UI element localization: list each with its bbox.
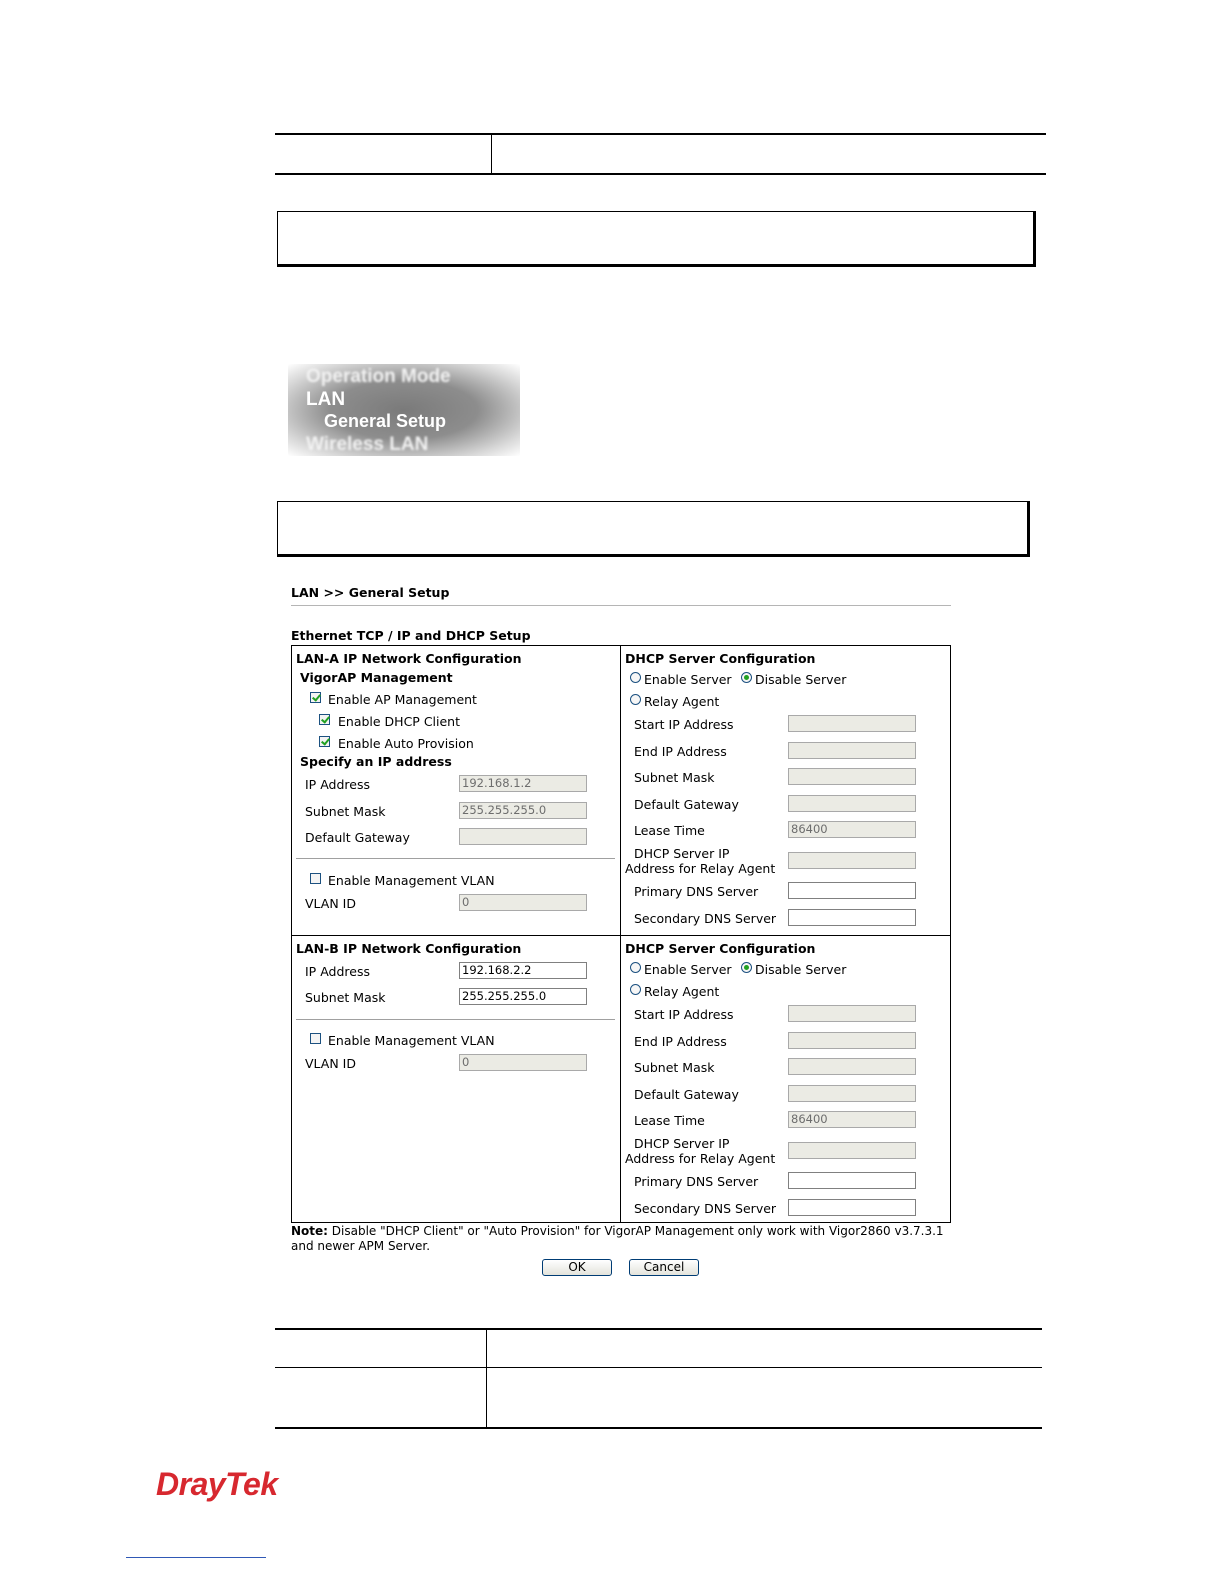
specify-ip-title: Specify an IP address	[300, 754, 452, 769]
footer-link-line	[126, 1557, 266, 1558]
menu-item-general-setup[interactable]: General Setup	[324, 411, 447, 431]
dhcp-b-start-ip-label: Start IP Address	[634, 1007, 734, 1022]
note-text	[291, 1224, 951, 1254]
draytek-logo: DrayTek	[156, 1466, 278, 1502]
dhcp-b-subnet-input[interactable]	[788, 1058, 916, 1075]
enable-ap-management-label: Enable AP Management	[328, 692, 477, 707]
lan-a-mask-input[interactable]: 255.255.255.0	[459, 802, 587, 819]
ok-button[interactable]: OK	[542, 1259, 612, 1276]
dhcp-a-lease-label: Lease Time	[634, 823, 705, 838]
dhcp-b-subnet-label: Subnet Mask	[634, 1060, 715, 1075]
dhcp-b-relay-ip-label-1: DHCP Server IP	[634, 1136, 730, 1151]
dhcp-b-enable-server-label: Enable Server	[644, 962, 732, 977]
dhcp-a-dns1-label: Primary DNS Server	[634, 884, 759, 899]
dhcp-b-start-ip-input[interactable]	[788, 1005, 916, 1022]
dhcp-b-end-ip-input[interactable]	[788, 1032, 916, 1049]
config-table	[291, 645, 951, 1223]
note-body: Disable "DHCP Client" or "Auto Provision" for VigorAP Management only work with Vigor2860 v3.7.3.1 and newer APM Server.	[291, 1224, 944, 1253]
lan-a-enable-vlan-checkbox[interactable]	[310, 873, 321, 884]
dhcp-a-subnet-input[interactable]	[788, 768, 916, 785]
dhcp-a-relay-ip-label-1: DHCP Server IP	[634, 846, 730, 861]
breadcrumb-divider	[291, 605, 951, 606]
dhcp-b-gateway-input[interactable]	[788, 1085, 916, 1102]
menu-snippet	[288, 364, 520, 456]
dhcp-a-dns2-label: Secondary DNS Server	[634, 911, 777, 926]
lan-a-vlan-id-label: VLAN ID	[305, 896, 356, 911]
enable-dhcp-client-checkbox[interactable]	[319, 714, 330, 725]
section-title: Ethernet TCP / IP and DHCP Setup	[291, 628, 531, 643]
lan-a-title: LAN-A IP Network Configuration	[296, 651, 522, 666]
enable-auto-provision-checkbox[interactable]	[319, 736, 330, 747]
dhcp-a-disable-server-label: Disable Server	[755, 672, 847, 687]
dhcp-a-lease-input[interactable]: 86400	[788, 821, 916, 838]
dhcp-a-dns2-input[interactable]	[788, 909, 916, 926]
lan-b-title: LAN-B IP Network Configuration	[296, 941, 522, 956]
lan-b-mask-input[interactable]: 255.255.255.0	[459, 988, 587, 1005]
menu-item-operation-mode[interactable]: Operation Mode	[306, 366, 451, 387]
dhcp-a-disable-server-radio[interactable]	[741, 672, 752, 683]
lan-a-vlan-id-input[interactable]: 0	[459, 894, 587, 911]
enable-ap-management-checkbox[interactable]	[310, 692, 321, 703]
dhcp-a-end-ip-label: End IP Address	[634, 744, 727, 759]
dhcp-a-enable-server-radio[interactable]	[630, 672, 641, 683]
dhcp-b-relay-agent-radio[interactable]	[630, 984, 641, 995]
lan-b-mask-label: Subnet Mask	[305, 990, 386, 1005]
note-prefix: Note:	[291, 1224, 328, 1238]
dhcp-b-disable-server-radio[interactable]	[741, 962, 752, 973]
dhcp-b-dns2-input[interactable]	[788, 1199, 916, 1216]
dhcp-b-end-ip-label: End IP Address	[634, 1034, 727, 1049]
dhcp-b-disable-server-label: Disable Server	[755, 962, 847, 977]
dhcp-a-relay-ip-input[interactable]	[788, 852, 916, 869]
lan-b-ip-input[interactable]: 192.168.2.2	[459, 962, 587, 979]
bottom-table	[275, 1328, 1042, 1429]
lan-b-enable-vlan-checkbox[interactable]	[310, 1033, 321, 1044]
dhcp-b-dns2-label: Secondary DNS Server	[634, 1201, 777, 1216]
cancel-button[interactable]: Cancel	[629, 1259, 699, 1276]
lan-a-ip-label: IP Address	[305, 777, 370, 792]
lan-b-vlan-id-input[interactable]: 0	[459, 1054, 587, 1071]
dhcp-b-title: DHCP Server Configuration	[625, 941, 816, 956]
dhcp-a-title: DHCP Server Configuration	[625, 651, 816, 666]
enable-dhcp-client-label: Enable DHCP Client	[338, 714, 461, 729]
dhcp-b-gateway-label: Default Gateway	[634, 1087, 739, 1102]
lan-a-mask-label: Subnet Mask	[305, 804, 386, 819]
info-box-middle	[277, 501, 1030, 557]
dhcp-a-subnet-label: Subnet Mask	[634, 770, 715, 785]
vigorap-management-title: VigorAP Management	[300, 670, 453, 685]
dhcp-a-gateway-label: Default Gateway	[634, 797, 739, 812]
lan-a-gateway-input[interactable]	[459, 828, 587, 845]
lan-b-enable-vlan-label: Enable Management VLAN	[328, 1033, 495, 1048]
dhcp-b-relay-ip-label-2: Address for Relay Agent	[625, 1151, 776, 1166]
breadcrumb: LAN >> General Setup	[291, 585, 450, 600]
dhcp-b-lease-input[interactable]: 86400	[788, 1111, 916, 1128]
enable-auto-provision-label: Enable Auto Provision	[338, 736, 474, 751]
menu-item-lan[interactable]: LAN	[306, 389, 346, 410]
info-box-top	[277, 211, 1036, 267]
dhcp-a-relay-agent-label: Relay Agent	[644, 694, 720, 709]
dhcp-a-start-ip-label: Start IP Address	[634, 717, 734, 732]
dhcp-a-start-ip-input[interactable]	[788, 715, 916, 732]
dhcp-b-relay-agent-label: Relay Agent	[644, 984, 720, 999]
dhcp-b-dns1-label: Primary DNS Server	[634, 1174, 759, 1189]
dhcp-a-enable-server-label: Enable Server	[644, 672, 732, 687]
dhcp-b-lease-label: Lease Time	[634, 1113, 705, 1128]
dhcp-b-dns1-input[interactable]	[788, 1172, 916, 1189]
dhcp-a-gateway-input[interactable]	[788, 795, 916, 812]
lan-b-ip-label: IP Address	[305, 964, 370, 979]
dhcp-a-end-ip-input[interactable]	[788, 742, 916, 759]
top-table	[275, 133, 1046, 175]
dhcp-a-relay-agent-radio[interactable]	[630, 694, 641, 705]
lan-a-ip-input[interactable]: 192.168.1.2	[459, 775, 587, 792]
dhcp-a-relay-ip-label-2: Address for Relay Agent	[625, 861, 776, 876]
dhcp-b-enable-server-radio[interactable]	[630, 962, 641, 973]
lan-a-enable-vlan-label: Enable Management VLAN	[328, 873, 495, 888]
lan-b-vlan-id-label: VLAN ID	[305, 1056, 356, 1071]
dhcp-a-dns1-input[interactable]	[788, 882, 916, 899]
lan-a-gateway-label: Default Gateway	[305, 830, 410, 845]
dhcp-b-relay-ip-input[interactable]	[788, 1142, 916, 1159]
menu-item-wireless-lan[interactable]: Wireless LAN	[306, 434, 429, 455]
